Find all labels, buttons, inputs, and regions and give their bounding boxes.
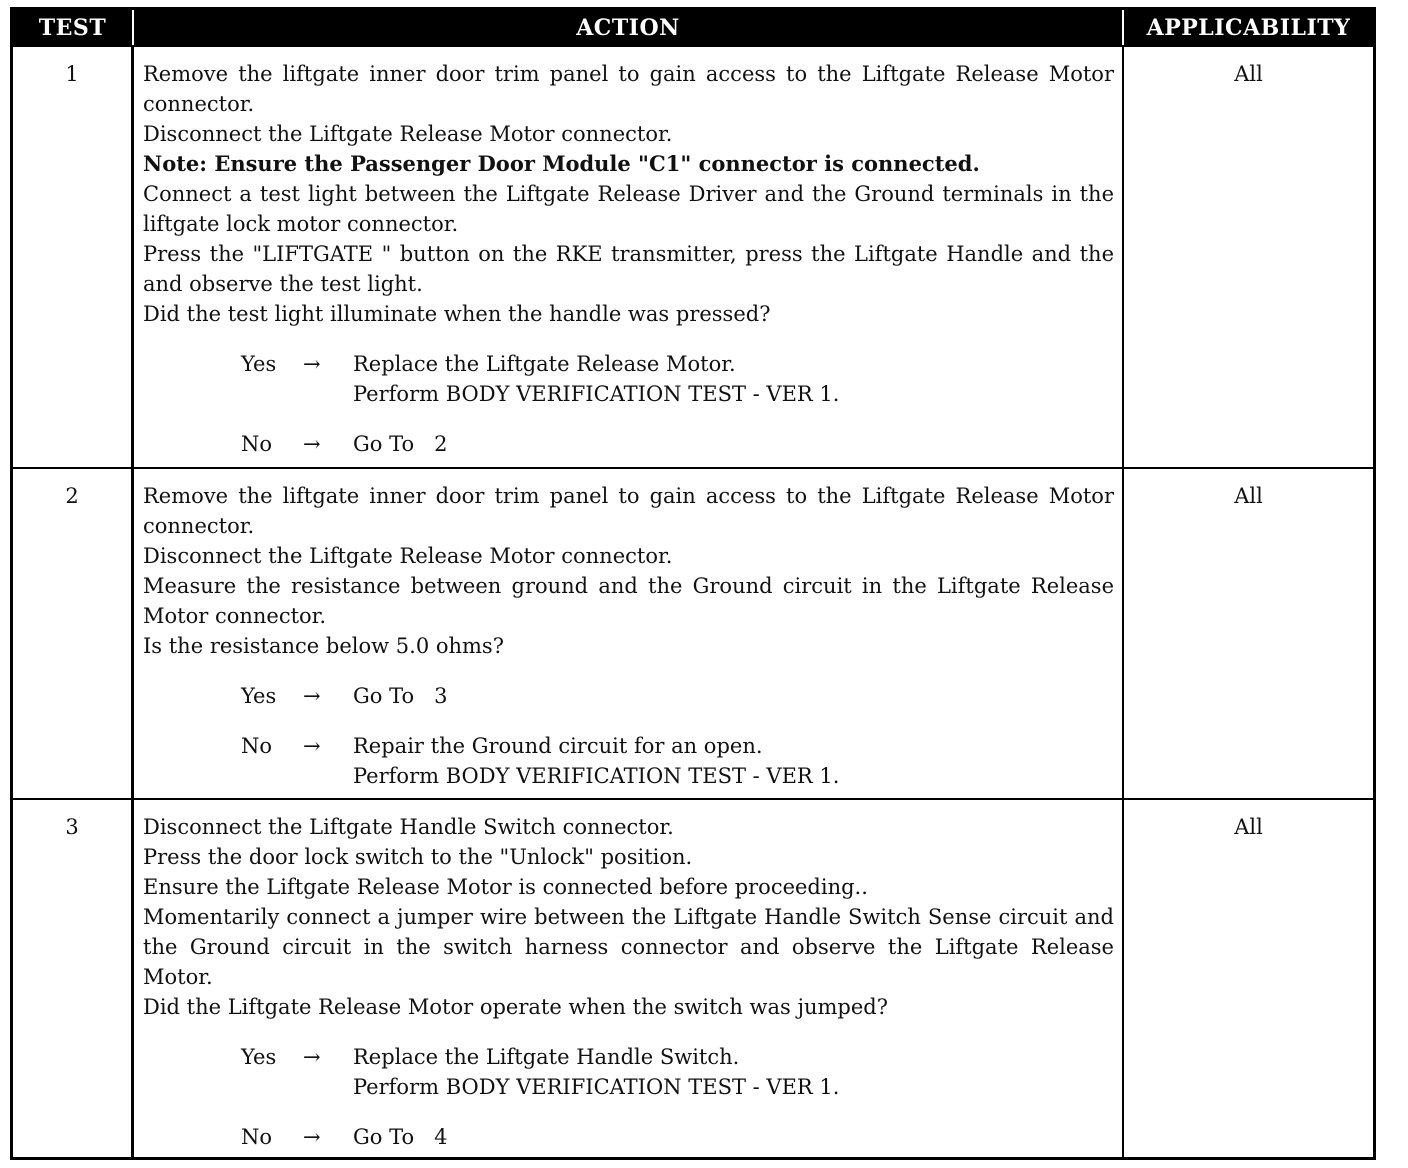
outcome-result-line: Go To 4	[353, 1125, 448, 1149]
outcome-no	[241, 1122, 1114, 1152]
outcome-yes	[241, 681, 1114, 711]
action-step: Disconnect the Liftgate Release Motor connector.	[143, 544, 673, 568]
test-number: 2	[13, 469, 134, 798]
test-number: 1	[13, 47, 134, 467]
action-step: Remove the liftgate inner door trim panel to gain access to the Liftgate Release Motor connector.	[143, 484, 1114, 538]
outcome-yes	[241, 349, 1114, 409]
table-header	[13, 10, 1373, 45]
arrow-right-icon: →	[303, 1125, 321, 1149]
outcome-result	[353, 429, 1114, 459]
outcome-result	[353, 349, 1114, 409]
header-applicability: APPLICABILITY	[1146, 14, 1351, 41]
action-step: Ensure the Liftgate Release Motor is connected before proceeding..	[143, 875, 868, 899]
action-cell	[134, 47, 1124, 467]
action-step: Did the Liftgate Release Motor operate when the switch was jumped?	[143, 995, 888, 1019]
arrow-right-icon: →	[303, 352, 321, 376]
action-cell	[134, 800, 1124, 1159]
action-step: Remove the liftgate inner door trim panel to gain access to the Liftgate Release Motor connector.	[143, 62, 1114, 116]
outcome-label: Yes	[241, 1045, 277, 1069]
outcome-result-line: Perform BODY VERIFICATION TEST - VER 1.	[353, 382, 840, 406]
outcome-result-line: Go To 2	[353, 432, 448, 456]
outcome-result	[353, 1042, 1114, 1102]
outcome-label: Yes	[241, 352, 277, 376]
table-row	[13, 798, 1373, 1159]
arrow-right-icon: →	[303, 734, 321, 758]
action-step: Press the "LIFTGATE " button on the RKE transmitter, press the Liftgate Handle and the and observe the test light.	[143, 242, 1114, 296]
diagnostic-test-table	[10, 7, 1376, 1160]
outcome-result	[353, 1122, 1114, 1152]
action-step: Press the door lock switch to the "Unlock" position.	[143, 845, 693, 869]
arrow-right-icon: →	[303, 432, 321, 456]
table-row	[13, 45, 1373, 467]
action-step: Did the test light illuminate when the handle was pressed?	[143, 302, 771, 326]
action-step: Is the resistance below 5.0 ohms?	[143, 634, 504, 658]
outcome-result-line: Replace the Liftgate Release Motor.	[353, 352, 736, 376]
applicability-cell: All	[1234, 815, 1263, 839]
table-row	[13, 467, 1373, 798]
outcome-no	[241, 731, 1114, 791]
arrow-right-icon: →	[303, 684, 321, 708]
outcome-result-line: Repair the Ground circuit for an open.	[353, 734, 763, 758]
outcome-result-line: Perform BODY VERIFICATION TEST - VER 1.	[353, 1075, 840, 1099]
applicability-cell: All	[1234, 62, 1263, 86]
action-step: Momentarily connect a jumper wire between the Liftgate Handle Switch Sense circuit and the Ground circuit in the switch harness connector and observe the Liftgate Release Motor.	[143, 905, 1114, 989]
outcome-result	[353, 731, 1114, 791]
arrow-right-icon: →	[303, 1045, 321, 1069]
outcome-label: Yes	[241, 684, 277, 708]
action-step: Disconnect the Liftgate Release Motor connector.	[143, 122, 673, 146]
action-step: Measure the resistance between ground and the Ground circuit in the Liftgate Release Motor connector.	[143, 574, 1114, 628]
header-test: TEST	[13, 10, 134, 45]
outcome-no	[241, 429, 1114, 459]
action-step: Disconnect the Liftgate Handle Switch connector.	[143, 815, 674, 839]
action-cell	[134, 469, 1124, 798]
outcome-result	[353, 681, 1114, 711]
action-note: Note: Ensure the Passenger Door Module "C1" connector is connected.	[143, 151, 980, 176]
outcome-result-line: Perform BODY VERIFICATION TEST - VER 1.	[353, 764, 840, 788]
outcome-result-line: Go To 3	[353, 684, 448, 708]
outcome-label: No	[241, 432, 273, 456]
action-step: Connect a test light between the Liftgate Release Driver and the Ground terminals in the liftgate lock motor connector.	[143, 182, 1114, 236]
test-number: 3	[13, 800, 134, 1159]
outcome-label: No	[241, 1125, 273, 1149]
header-action: ACTION	[134, 10, 1124, 45]
outcome-label: No	[241, 734, 273, 758]
table-body	[13, 45, 1373, 1159]
applicability-cell: All	[1234, 484, 1263, 508]
outcome-result-line: Replace the Liftgate Handle Switch.	[353, 1045, 740, 1069]
outcome-yes	[241, 1042, 1114, 1102]
